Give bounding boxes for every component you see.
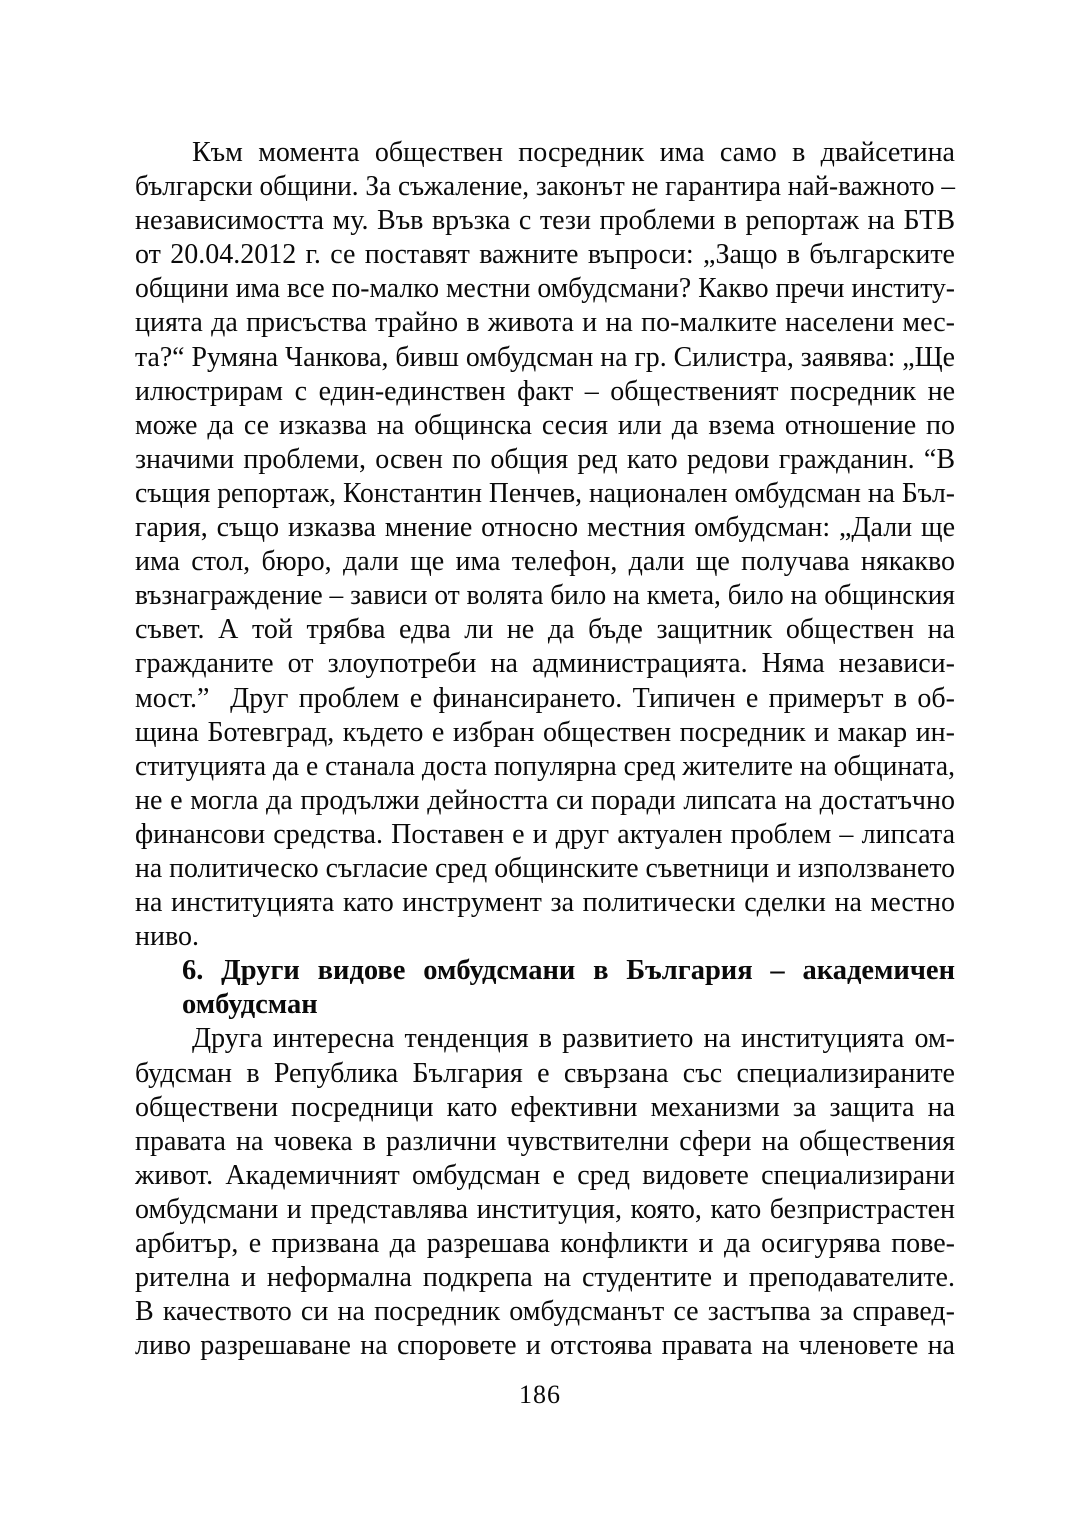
text-line — [135, 579, 955, 613]
text-line-content: съвет. А той трябва едва ли не да бъде защитник обществен на — [135, 614, 955, 646]
text-line — [135, 920, 955, 954]
text-line-content: ниво. — [135, 921, 199, 953]
text-line — [135, 1295, 955, 1329]
text-line-content: омбудсмани и представлява институция, която, като безпристрастен — [135, 1193, 955, 1225]
text-line-content: 6. Други видове омбудсмани в България – академичен — [182, 955, 955, 987]
text-line-content: Друга интересна тенденция в развитието на институцията ом- — [192, 1023, 955, 1055]
text-line — [182, 988, 955, 1022]
text-line — [135, 545, 955, 579]
text-line — [135, 272, 955, 306]
text-line-content: рителна и неформална подкрепа на студентите и преподавателите. — [135, 1262, 955, 1294]
text-line-content: правата на човека в различни чувствителни сфери на обществения — [135, 1125, 955, 1157]
text-line-content: В качеството си на посредник омбудсманът се застъпва за справед- — [135, 1296, 955, 1328]
text-line-content: същия репортаж, Константин Пенчев, национален омбудсман на Бъл- — [135, 477, 955, 509]
text-line — [135, 341, 955, 375]
text-line-content: мост.” Друг проблем е финансирането. Типичен е примерът в об- — [135, 682, 955, 714]
body-paragraph — [135, 1022, 955, 1363]
text-line — [135, 886, 955, 920]
text-line — [135, 238, 955, 272]
text-line — [135, 306, 955, 340]
text-line — [135, 136, 955, 170]
text-line — [135, 477, 955, 511]
text-line-content: има стол, бюро, дали ще има телефон, дали ще получава някакво — [135, 546, 955, 578]
text-line — [135, 750, 955, 784]
text-line-content: общини има все по-малко местни омбудсмани? Какво пречи институ- — [135, 273, 955, 305]
text-line-content: на политическо съгласие сред общинските съветници и използването — [135, 852, 955, 884]
body-paragraph — [135, 136, 955, 954]
text-line-content: не е могла да продължи дейността си поради липсата на достатъчно — [135, 784, 955, 816]
text-line-content: независимостта му. Във връзка с тези проблеми в репортаж на БТВ — [135, 205, 955, 237]
text-line-content: гария, също изказва мнение относно местния омбудсман: „Дали ще — [135, 512, 955, 544]
text-line-content: омбудсман — [182, 989, 318, 1021]
text-line-content: финансови средства. Поставен е и друг актуален проблем – липсата — [135, 818, 955, 850]
text-line-content: от 20.04.2012 г. се поставят важните въпроси: „Защо в българските — [135, 239, 955, 271]
text-line — [135, 375, 955, 409]
text-line — [135, 1159, 955, 1193]
text-line — [135, 716, 955, 750]
text-line-content: може да се изказва на общинска сесия или да взема отношение по — [135, 409, 955, 441]
text-line-content: на институцията като инструмент за политически сделки на местно — [135, 887, 955, 919]
text-line-content: ституцията да е станала доста популярна сред жителите на общината, — [135, 750, 955, 782]
text-line — [135, 1091, 955, 1125]
text-line-content: ливо разрешаване на споровете и отстоява правата на членовете на — [135, 1330, 955, 1362]
text-line-content: възнаграждение – зависи от волята било на кмета, било на общинския — [135, 580, 955, 612]
text-line-content: обществени посредници като ефективни механизми за защита на — [135, 1091, 955, 1123]
text-line-content: арбитър, е призвана да разрешава конфликти и да осигурява пове- — [135, 1228, 955, 1259]
text-line — [135, 818, 955, 852]
section-heading — [182, 954, 955, 1022]
text-line — [182, 954, 955, 988]
page-text — [135, 136, 955, 1363]
text-line — [135, 682, 955, 716]
text-line — [135, 852, 955, 886]
text-line — [135, 443, 955, 477]
text-line — [135, 170, 955, 204]
text-line — [135, 1022, 955, 1056]
text-line — [135, 613, 955, 647]
text-line — [135, 511, 955, 545]
text-line — [135, 647, 955, 681]
text-line — [135, 1227, 955, 1261]
text-line — [135, 409, 955, 443]
text-line-content: будсман в Република България е свързана със специализираните — [135, 1057, 955, 1089]
text-line-content: български общини. За съжаление, законът не гарантира най-важното – — [135, 171, 955, 203]
text-line — [135, 1261, 955, 1295]
text-line — [135, 1193, 955, 1227]
text-line — [135, 1125, 955, 1159]
text-line-content: гражданите от злоупотреби на администрацията. Няма независи- — [135, 648, 955, 680]
text-line-content: илюстрирам с един-единствен факт – общественият посредник не — [135, 375, 955, 407]
text-line-content: щина Ботевград, където е избран обществен посредник и макар ин- — [135, 716, 955, 748]
text-line — [135, 1329, 955, 1363]
text-line — [135, 784, 955, 818]
text-line-content: значими проблеми, освен по общия ред като редови гражданин. “В — [135, 443, 955, 475]
text-line-content: та?“ Румяна Чанкова, бивш омбудсман на гр. Силистра, заявява: „Ще — [135, 341, 955, 373]
text-line-content: Към момента обществен посредник има само в двайсетина — [192, 137, 955, 168]
text-line-content: живот. Академичният омбудсман е сред видовете специализирани — [135, 1159, 955, 1191]
text-line-content: цията да присъства трайно в живота и на по-малките населени мес- — [135, 307, 955, 339]
page-number: 186 — [519, 1380, 561, 1409]
text-line — [135, 1057, 955, 1091]
text-line — [135, 204, 955, 238]
